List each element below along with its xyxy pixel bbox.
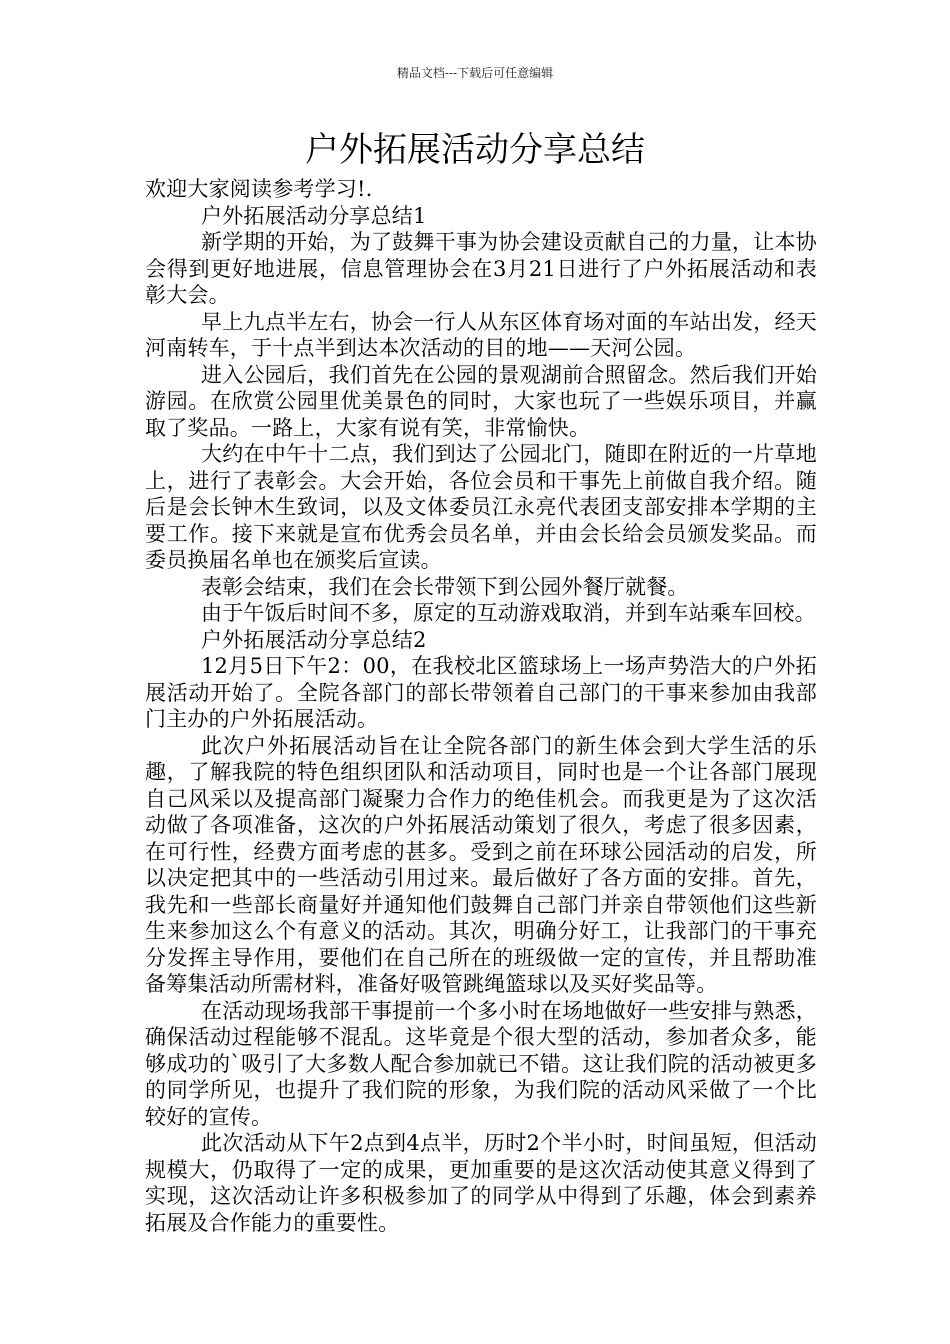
paragraph: 表彰会结束，我们在会长带领下到公园外餐厅就餐。 [201, 574, 689, 599]
paragraph: 由于午饭后时间不多，原定的互动游戏取消，并到车站乘车回校。 [201, 601, 816, 625]
document-title: 户外拓展活动分享总结 [305, 130, 645, 170]
paragraph: 进入公园后，我们首先在公园的景观湖前合照留念。然后我们开始游园。在欣赏公园里优美景色的同时，大家也玩了一些娱乐项目，并赢取了奖品。一路上，大家有说有笑，非常愉快。 [145, 362, 817, 440]
section-heading-2: 户外拓展活动分享总结2 [201, 627, 427, 652]
paragraph: 此次户外拓展活动旨在让全院各部门的新生体会到大学生活的乐趣，了解我院的特色组织团队和活动项目，同时也是一个让各部门展现自己风采以及提高部门凝聚力合作力的绝佳机会。而我更是为了这次活动做了各项准备，这次的户外拓展活动策划了很久，考虑了很多因素，在可行性，经费方面考虑的甚多。受到之前在环球公园活动的启发，所以决定把其中的一些活动引用过来。最后做好了各方面的安排。首先，我先和一些部长商量好并通知他们鼓舞自己部门并亲自带领他们这些新生来参加这么个有意义的活动。其次，明确分好工，让我部门的干事充分发挥主导作用，要他们在自己所在的班级做一定的宣传，并且帮助准备筹集活动所需材料，准备好吸管跳绳篮球以及买好奖品等。 [145, 733, 817, 996]
paragraph: 新学期的开始，为了鼓舞干事为协会建设贡献自己的力量，让本协会得到更好地进展，信息管理协会在3月21日进行了户外拓展活动和表彰大会。 [145, 230, 817, 307]
paragraph: 早上九点半左右，协会一行人从东区体育场对面的车站出发，经天河南转车，于十点半到达本次活动的目的地——天河公园。 [145, 309, 817, 360]
document-body [145, 176, 817, 1236]
paragraph: 此次活动从下午2点到4点半，历时2个半小时，时间虽短，但活动规模大，仍取得了一定的成果，更加重要的是这次活动使其意义得到了实现，这次活动让许多积极参加了的同学从中得到了乐趣，体会到素养拓展及合作能力的重要性。 [145, 1131, 817, 1235]
header-note: 精品文档---下载后可任意编辑 [396, 66, 554, 80]
paragraph: 在活动现场我部干事提前一个多小时在场地做好一些安排与熟悉，确保活动过程能够不混乱。这毕竟是个很大型的活动，参加者众多，能够成功的`吸引了大多数人配合参加就已不错。这让我们院的活动被更多的同学所见，也提升了我们院的形象，为我们院的活动风采做了一个比较好的宣传。 [145, 998, 817, 1129]
intro-line: 欢迎大家阅读参考学习!. [145, 177, 373, 201]
section-heading-1: 户外拓展活动分享总结1 [201, 203, 427, 228]
paragraph: 12月5日下午2：00，在我校北区篮球场上一场声势浩大的户外拓展活动开始了。全院各部门的部长带领着自己部门的干事来参加由我部门主办的户外拓展活动。 [145, 654, 817, 731]
paragraph: 大约在中午十二点，我们到达了公园北门，随即在附近的一片草地上，进行了表彰会。大会开始，各位会员和干事先上前做自我介绍。随后是会长钟木生致词，以及文体委员江永亮代表团支部安排本学期的主要工作。接下来就是宣布优秀会员名单，并由会长给会员颁发奖品。而委员换届名单也在颁奖后宣读。 [145, 442, 817, 572]
